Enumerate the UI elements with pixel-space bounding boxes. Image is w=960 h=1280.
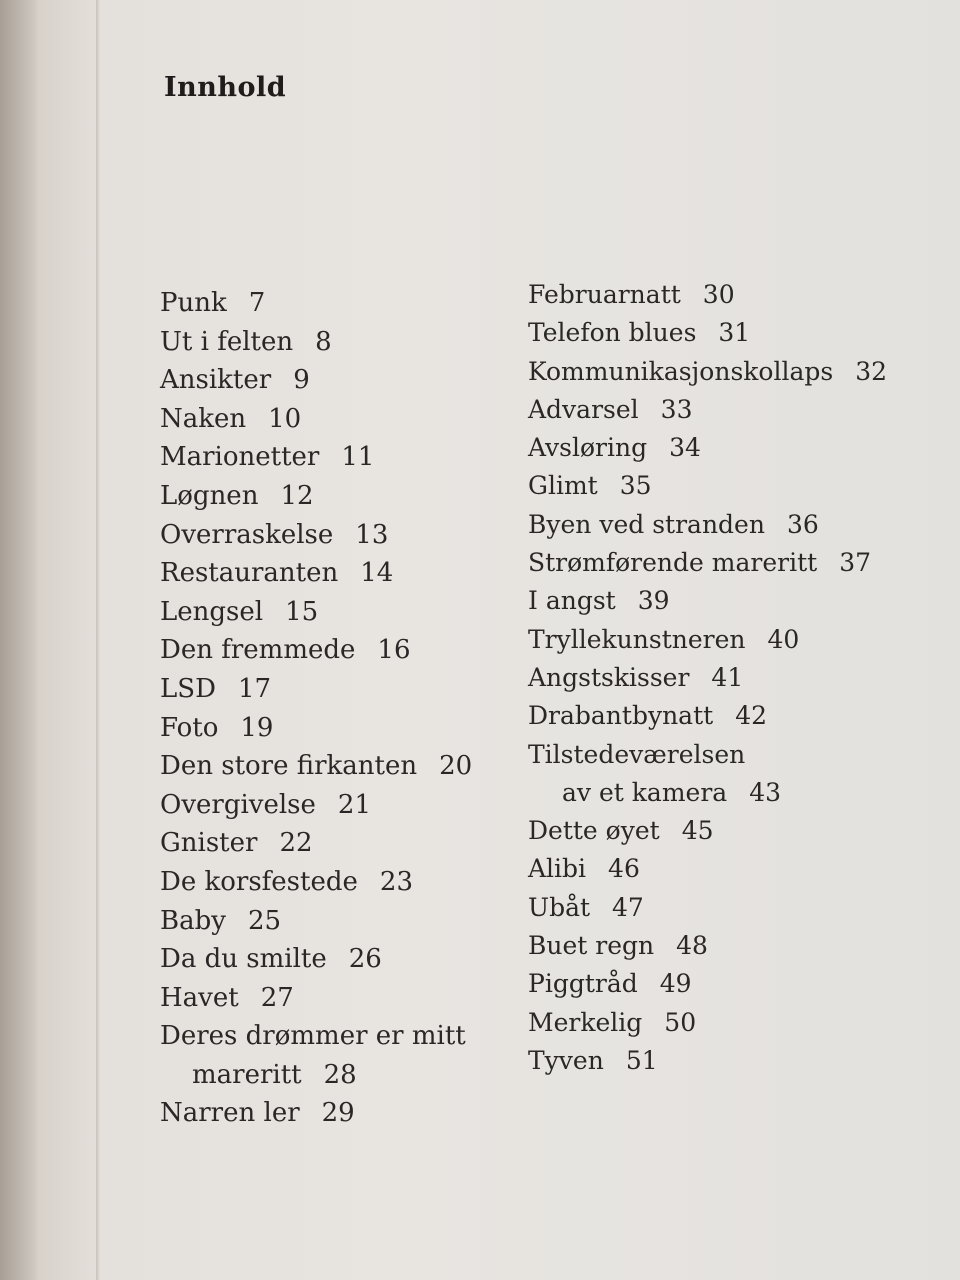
toc-entry-title: Ansikter [160,365,272,396]
toc-entry-title: Dette øyet [528,816,660,846]
toc-entry-title: Foto [160,712,219,743]
toc-entry [160,438,500,477]
toc-entry-title-continuation: av et kamera [562,777,728,807]
toc-entry-page: 31 [718,318,751,348]
toc-entry-page: 30 [702,280,735,309]
toc-entry-page: 29 [321,1098,355,1129]
toc-entry-continuation [160,1056,500,1095]
toc-entry [528,621,908,659]
toc-entry [160,1017,500,1056]
toc-entry-title: Telefon blues [528,318,697,348]
toc-entry [528,314,908,352]
toc-entry [528,812,908,850]
toc-entry-title: I angst [528,586,616,616]
toc-entry-title: De korsfestede [160,866,358,897]
toc-entry [528,391,908,429]
toc-entry [528,850,908,888]
toc-entry-title-continuation: mareritt [192,1059,302,1090]
toc-entry-page: 10 [268,403,302,434]
toc-entry-page: 43 [749,777,781,807]
toc-entry-page: 51 [625,1045,658,1075]
toc-entry [160,631,500,670]
toc-entry-page: 17 [237,673,272,704]
toc-entry-title: Strømførende mareritt [528,548,818,578]
toc-entry-page: 49 [659,969,692,999]
toc-entry-title: Buet regn [528,931,655,961]
toc-entry [528,965,908,1003]
toc-entry [160,361,500,400]
toc-entry-title: Avsløring [528,433,648,463]
toc-entry [160,400,500,439]
toc-entry-title: Løgnen [160,480,259,511]
toc-entry [160,709,500,748]
toc-entry-page: 47 [612,892,644,922]
toc-entry-page: 36 [786,509,819,539]
page-fold-shadow [96,0,100,1280]
toc-entry [160,863,500,902]
toc-entry [528,889,908,927]
toc-entry-title: Piggtråd [528,969,638,999]
toc-entry [528,697,908,735]
toc-entry [160,979,500,1018]
toc-entry-title: Alibi [528,854,587,884]
toc-entry [160,1094,500,1133]
toc-entry [160,593,500,632]
toc-entry-title: Overgivelse [160,789,316,820]
toc-entry [160,786,500,825]
toc-entry-title: Punk [160,288,227,318]
toc-entry-title: Narren ler [160,1098,300,1129]
toc-entry-page: 14 [360,558,394,589]
toc-entry [160,554,500,593]
toc-entry-page: 50 [664,1007,697,1037]
toc-entry-title: Ut i felten [160,326,294,357]
toc-entry [528,467,908,505]
toc-entry-title: Deres drømmer er mitt [160,1021,466,1052]
toc-entry-title: Angstskisser [528,662,690,692]
toc-entry-page: 35 [619,471,652,501]
toc-entry-continuation [528,774,908,812]
toc-entry-page: 42 [735,701,767,731]
toc-entry-title: Advarsel [528,394,639,424]
toc-entry-title: Februarnatt [528,280,681,309]
toc-entry-page: 13 [355,519,389,550]
toc-entry [160,940,500,979]
toc-entry [160,902,500,941]
toc-entry-page: 33 [660,394,693,424]
toc-entry-page: 26 [348,944,382,975]
toc-entry-page: 22 [279,828,313,859]
toc-entry-page: 23 [379,866,413,897]
toc-entry-page: 21 [337,789,371,820]
toc-entry [160,670,500,709]
toc-column-left [160,284,500,1133]
toc-entry-page: 27 [260,982,294,1013]
toc-entry-page: 28 [323,1059,357,1090]
toc-entry-page: 46 [608,854,640,884]
toc-entry-title: Ubåt [528,892,591,922]
toc-entry-title: Drabantbynatt [528,701,714,731]
toc-entry-title: Tilstedeværelsen [528,739,746,769]
toc-entry [160,323,500,362]
toc-entry-title: Merkelig [528,1007,643,1037]
toc-entry-title: Kommunikasjonskollaps [528,356,834,386]
toc-entry-title: Overraskelse [160,519,334,550]
toc-entry [160,516,500,555]
toc-entry-page: 37 [839,548,871,578]
toc-entry [528,353,908,391]
toc-entry-page: 9 [293,365,310,396]
toc-entry-title: Naken [160,403,247,434]
toc-entry [160,284,500,323]
toc-entry-page: 40 [767,624,800,654]
toc-entry-title: Glimt [528,471,598,501]
toc-entry [528,1042,908,1080]
toc-entry-title: Tyven [528,1045,604,1075]
toc-entry-page: 12 [280,480,314,511]
toc-entry-title: Gnister [160,828,258,859]
toc-entry-page: 16 [377,635,411,666]
toc-entry-title: Restauranten [160,558,339,589]
toc-entry-page: 7 [248,288,266,318]
toc-entry-title: Havet [160,982,239,1013]
toc-entry-page: 48 [676,931,708,961]
toc-entry-page: 11 [341,442,375,473]
toc-entry [528,927,908,965]
toc-entry [160,477,500,516]
toc-entry [528,1004,908,1042]
toc-entry-title: Den store firkanten [160,751,418,782]
toc-entry-page: 45 [681,816,714,846]
toc-entry-title: Baby [160,905,226,936]
toc-entry [160,824,500,863]
toc-entry [528,544,908,582]
toc-entry-title: LSD [160,673,216,704]
toc-entry [528,736,908,774]
toc-entry-page: 15 [285,596,319,627]
toc-entry-title: Marionetter [160,442,320,473]
toc-entry-title: Da du smilte [160,944,327,975]
toc-entry-title: Den fremmede [160,635,356,666]
page-title: Innhold [164,72,287,103]
toc-entry [160,747,500,786]
toc-entry-page: 25 [247,905,282,936]
toc-entry-title: Byen ved stranden [528,509,765,539]
toc-entry-page: 19 [240,712,274,743]
toc-entry [528,582,908,620]
toc-entry [528,659,908,697]
toc-entry-page: 8 [315,326,332,357]
toc-column-right [528,276,908,1080]
toc-entry-page: 32 [855,356,888,386]
toc-entry-page: 20 [439,751,473,782]
toc-entry-title: Tryllekunstneren [528,624,746,654]
toc-entry [528,276,908,314]
toc-entry [528,429,908,467]
book-page-edge [0,0,38,1280]
toc-entry-page: 39 [637,586,670,616]
toc-entry-page: 34 [669,433,701,463]
toc-entry-page: 41 [711,662,744,692]
toc-entry-title: Lengsel [160,596,264,627]
toc-entry [528,506,908,544]
